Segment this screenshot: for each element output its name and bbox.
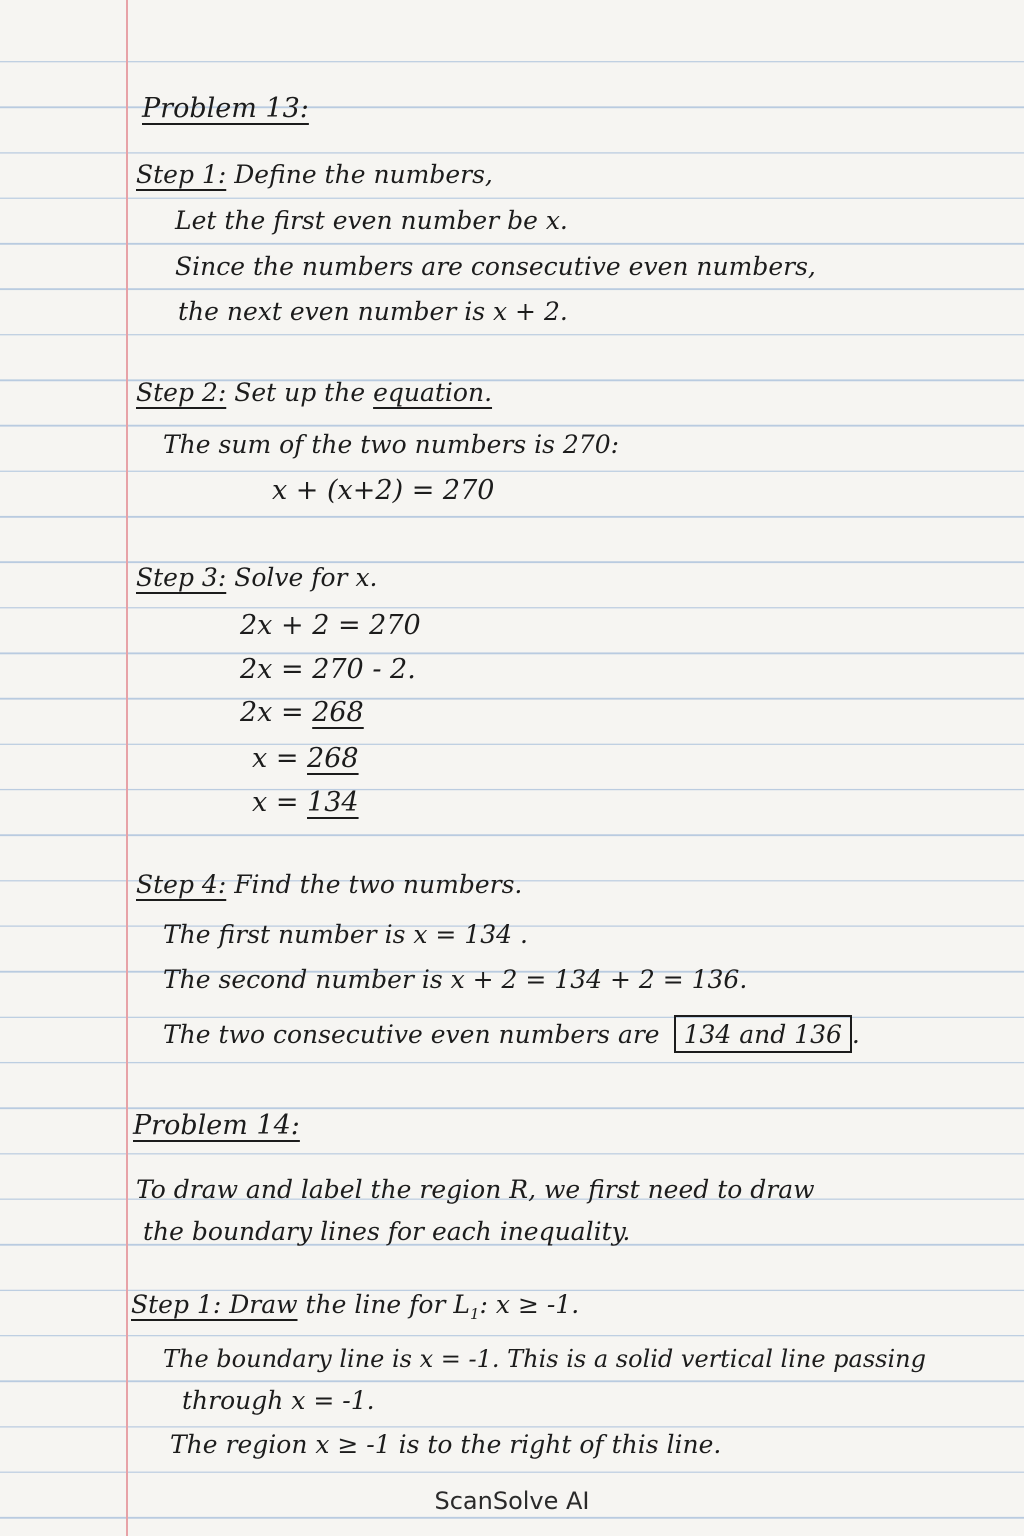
p13-step1-title: Define the numbers, (234, 160, 493, 189)
p13-step3-title: Solve for x. (234, 563, 378, 592)
equation-lhs: 2x + 2 (240, 610, 330, 641)
equation-lhs: 2x (240, 697, 273, 728)
p13-step3-equation-3: 2x = 268 (240, 697, 364, 728)
equation-rhs: 268 (312, 697, 364, 728)
p13-step2-line: The sum of the two numbers is 270: (163, 430, 620, 459)
equation-rhs: 134 (307, 787, 359, 818)
equation-lhs: 2x (240, 654, 273, 685)
p14-step1-title-prefix: the line for L (305, 1290, 470, 1319)
p14-step1-header (131, 1290, 579, 1329)
p13-step2-label: Step 2: (136, 378, 227, 407)
p14-step1-label: Step 1: Draw (131, 1290, 298, 1319)
problem-13-heading: Problem 13: (142, 93, 309, 124)
p14-step1-line-1: The boundary line is x = -1. This is a solid vertical line passing (163, 1345, 926, 1373)
p13-step3-header (136, 563, 378, 593)
p14-intro-line-2: the boundary lines for each inequality. (143, 1217, 631, 1246)
problem-14-heading: Problem 14: (133, 1110, 300, 1141)
p13-step3-equation-5: x = 134 (252, 787, 359, 818)
p13-step4-line-2: The second number is x + 2 = 134 + 2 = 136. (163, 965, 748, 994)
p13-step4-label: Step 4: (136, 870, 227, 899)
equation-rhs: 270 (369, 610, 421, 641)
p13-step3-equation-2: 2x = 270 - 2. (240, 654, 416, 685)
answer-period: . (851, 1020, 860, 1049)
equation-rhs: 268 (307, 743, 359, 774)
p13-step3-equation-4: x = 268 (252, 743, 359, 774)
p14-step1-line-2: through x = -1. (182, 1386, 375, 1415)
p14-step1-title-suffix: : x ≥ -1. (479, 1290, 580, 1319)
p13-step1-line-3: the next even number is x + 2. (178, 297, 568, 326)
p13-step4-title: Find the two numbers. (234, 870, 523, 899)
p13-step3-equation-1: 2x + 2 = 270 (240, 610, 421, 641)
p13-step1-label: Step 1: (136, 160, 227, 189)
p13-step4-header (136, 870, 522, 900)
p13-step4-line-1: The first number is x = 134 . (163, 920, 528, 949)
page-margin-line (126, 0, 128, 1536)
equation-lhs: x (252, 787, 268, 818)
p13-step4-conclusion: The two consecutive even numbers are (163, 1020, 660, 1049)
p13-step2-title-underlined: equation. (373, 378, 493, 407)
p13-step2-header (136, 378, 492, 408)
p13-step1-header (136, 160, 493, 190)
p14-step1-subscript: 1 (469, 1305, 480, 1323)
p14-step1-line-3: The region x ≥ -1 is to the right of this line. (170, 1430, 722, 1459)
p13-step2-title: Set up the (234, 378, 366, 407)
p13-step3-label: Step 3: (136, 563, 227, 592)
answer-box: 134 and 136 (674, 1015, 852, 1053)
equation-lhs: x (252, 743, 268, 774)
equation-rhs: 270 - 2. (312, 654, 416, 685)
p13-step4-line-3 (163, 1015, 860, 1053)
footer-brand: ScanSolve AI (434, 1487, 590, 1515)
p13-step1-line-1: Let the first even number be x. (175, 206, 568, 235)
p14-intro-line-1: To draw and label the region R, we first need to draw (136, 1175, 815, 1204)
p13-step2-equation: x + (x+2) = 270 (272, 475, 495, 506)
p13-step1-line-2: Since the numbers are consecutive even numbers, (175, 252, 816, 281)
